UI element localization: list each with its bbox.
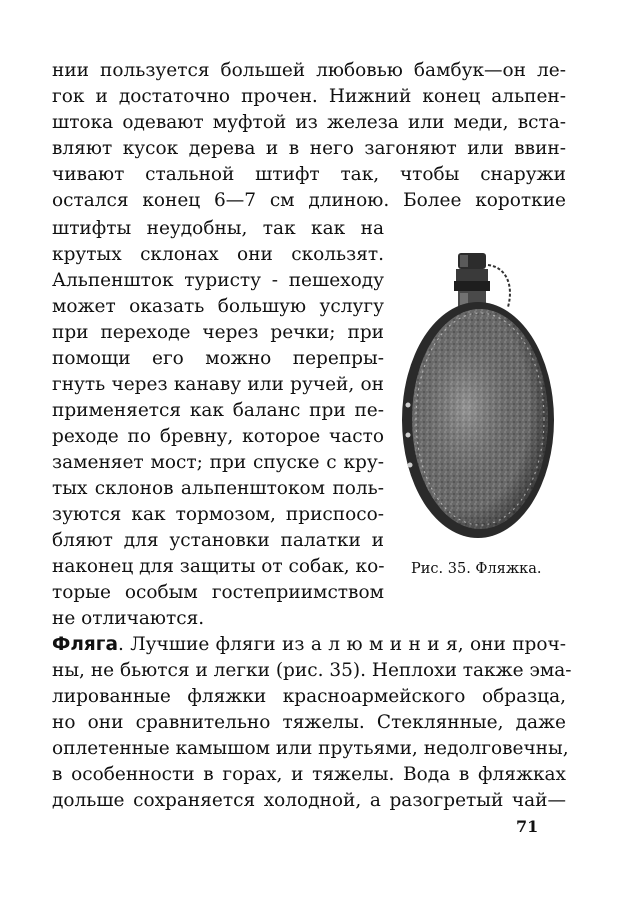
text-line: Альпеншток туристу - пешеходу (52, 270, 384, 291)
figure-caption: Рис. 35. Фляжка. (411, 561, 542, 577)
section-heading: Фляга (52, 634, 118, 655)
text-line: заменяет мост; при спуске с кру- (52, 452, 384, 473)
text-line: крутых склонах они скользят. (52, 244, 384, 265)
text-line: при переходе через речки; при (52, 322, 384, 343)
text-line: нии пользуется большей любовью бамбук—он ле- (52, 60, 566, 81)
text-line: может оказать большую услугу (52, 296, 384, 317)
text-line: торые особым гостеприимством (52, 582, 384, 603)
text-line: дольше сохраняется холодной, а разогретый чай— (52, 790, 566, 811)
text-line: зуются как тормозом, приспосо- (52, 504, 384, 525)
text-line: бляют для установки палатки и (52, 530, 384, 551)
text-line-rest: . Лучшие фляги из а л ю м и н и я, они проч- (117, 634, 566, 655)
text-line: гнуть через канаву или ручей, он (52, 374, 384, 395)
text-line: ны, не бьются и легки (рис. 35). Неплохи также эма- (52, 660, 572, 681)
text-line-heading (52, 632, 566, 658)
text-line: чивают стальной штифт так, чтобы снаружи (52, 164, 566, 185)
text-line: вляют кусок дерева и в него загоняют или ввин- (52, 138, 566, 159)
text-line: не отличаются. (52, 608, 205, 629)
text-line: в особенности в горах, и тяжелы. Вода в фляжках (52, 764, 566, 785)
text-line: помощи его можно перепры- (52, 348, 384, 369)
text-line: применяется как баланс при пе- (52, 400, 384, 421)
text-line: наконец для защиты от собак, ко- (52, 556, 385, 577)
text-line: остался конец 6—7 см длиною. Более короткие (52, 190, 566, 211)
flask-illustration (396, 245, 566, 550)
text-line: гок и достаточно прочен. Нижний конец альпен- (52, 86, 566, 107)
text-line: штифты неудобны, так как на (52, 218, 384, 239)
text-line: лированные фляжки красноармейского образца, (52, 686, 566, 707)
page-number: 71 (516, 817, 539, 836)
text-line: реходе по бревну, которое часто (52, 426, 384, 447)
text-line: оплетенные камышом или прутьями, недолговечны, (52, 738, 569, 759)
text-line: штока одевают муфтой из железа или меди, вста- (52, 112, 566, 133)
text-line: но они сравнительно тяжелы. Стеклянные, даже (52, 712, 566, 733)
text-line: тых склонов альпенштоком поль- (52, 478, 384, 499)
